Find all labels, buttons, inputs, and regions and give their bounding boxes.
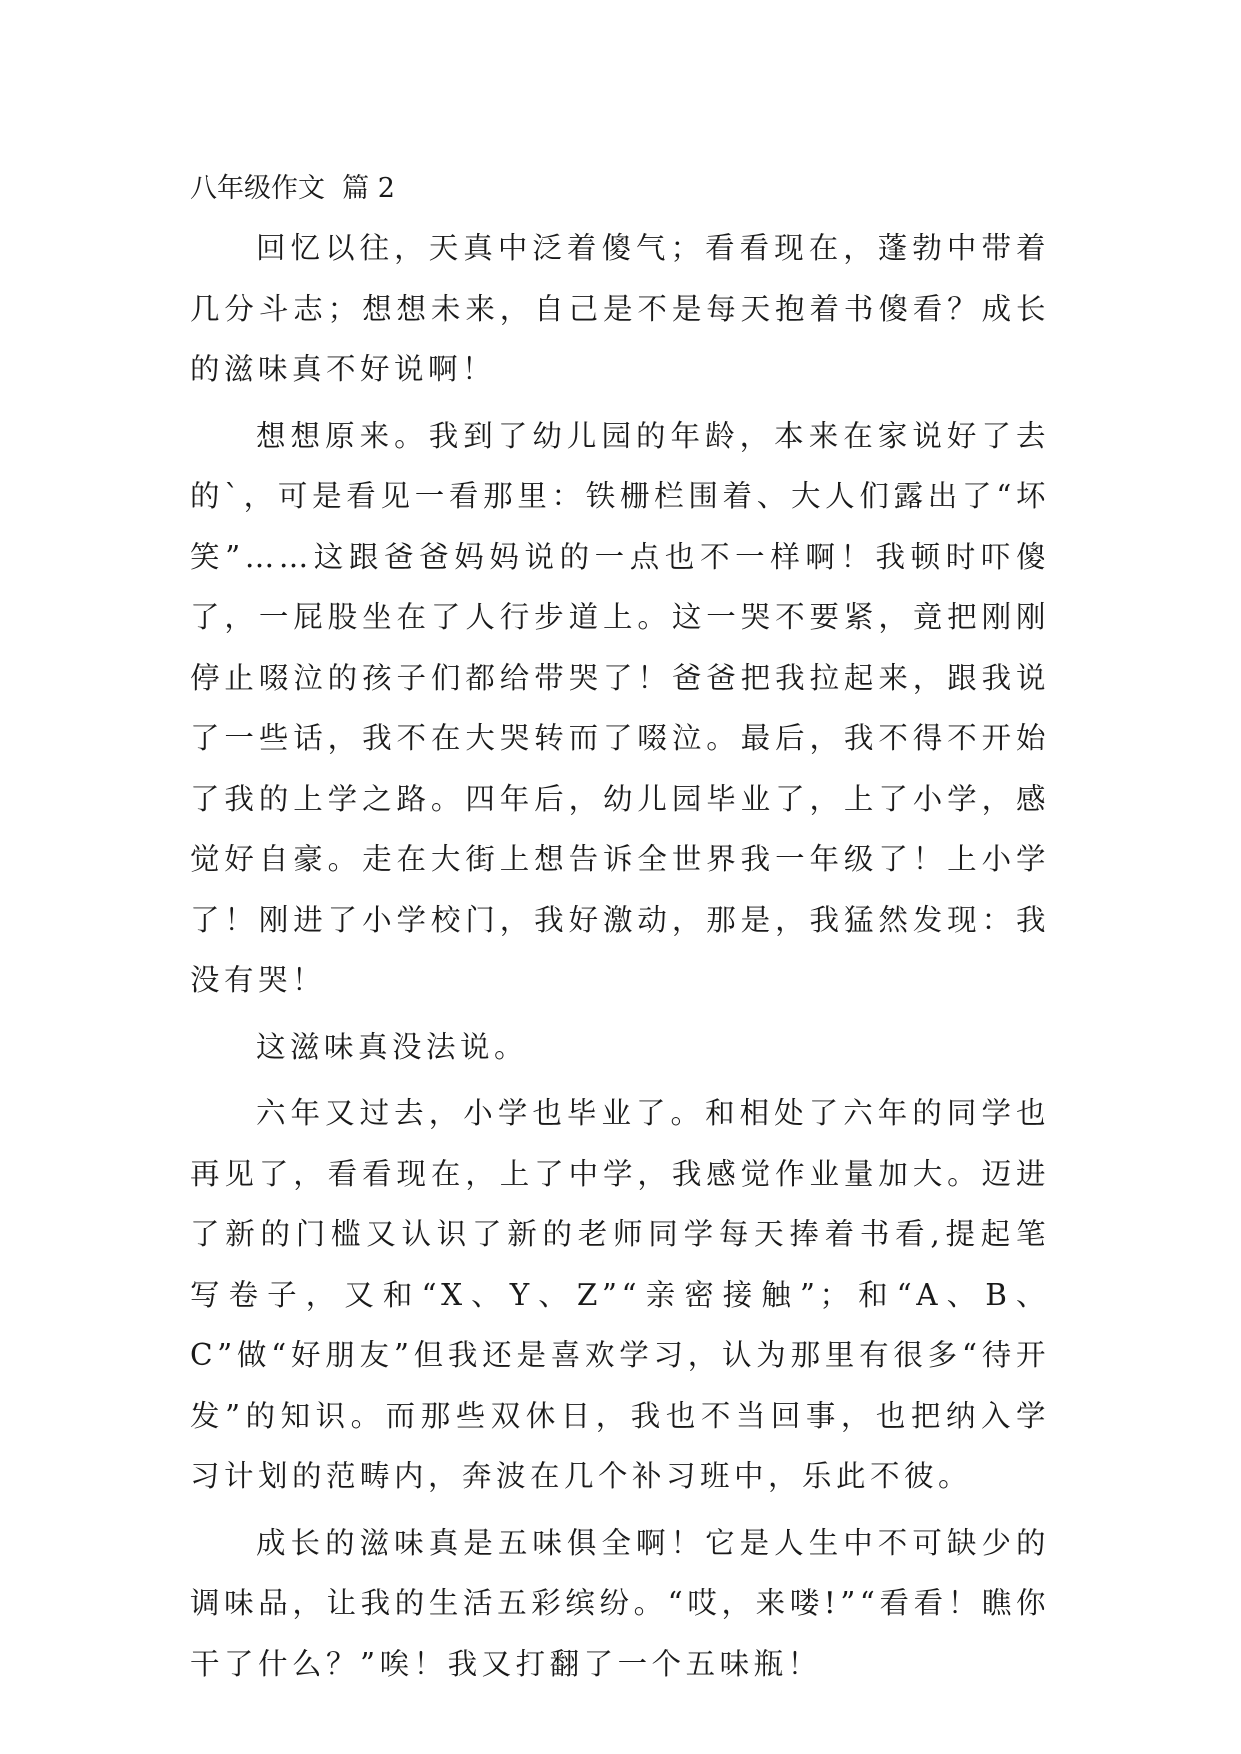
paragraph-1: 回忆以往，天真中泛着傻气；看看现在，蓬勃中带着几分斗志；想想未来，自己是不是每天抱着书傻看？成长的滋味真不好说啊！ xyxy=(190,231,1050,386)
paragraph-3: 这滋味真没法说。 xyxy=(256,1029,529,1064)
paragraph-4: 六年又过去，小学也毕业了。和相处了六年的同学也再见了，看看现在，上了中学，我感觉作业量加大。迈进了新的门槛又认识了新的老师同学每天捧着书看,提起笔写卷子，又和“X、Y、Z”“亲密接触”；和“A、B、C”做“好朋友”但我还是喜欢学习，认为那里有很多“待开发”的知识。而那些双休日，我也不当回事，也把纳入学习计划的范畴内，奔波在几个补习班中，乐此不彼。 xyxy=(190,1096,1050,1493)
document-page xyxy=(190,160,1050,1700)
document-heading: 八年级作文 篇 2 xyxy=(190,173,395,204)
paragraph-5: 成长的滋味真是五味俱全啊！它是人生中不可缺少的调味品，让我的生活五彩缤纷。“哎，来喽!”“看看！瞧你干了什么？”唉！我又打翻了一个五味瓶！ xyxy=(190,1525,1050,1681)
paragraph-2: 想想原来。我到了幼儿园的年龄，本来在家说好了去的`，可是看见一看那里：铁栅栏围着、大人们露出了“坏笑”……这跟爸爸妈妈说的一点也不一样啊！我顿时吓傻了，一屁股坐在了人行步道上。这一哭不要紧，竟把刚刚停止啜泣的孩子们都给带哭了！爸爸把我拉起来，跟我说了一些话，我不在大哭转而了啜泣。最后，我不得不开始了我的上学之路。四年后，幼儿园毕业了，上了小学，感觉好自豪。走在大街上想告诉全世界我一年级了！上小学了！刚进了小学校门，我好激动，那是，我猛然发现：我没有哭！ xyxy=(190,418,1050,997)
